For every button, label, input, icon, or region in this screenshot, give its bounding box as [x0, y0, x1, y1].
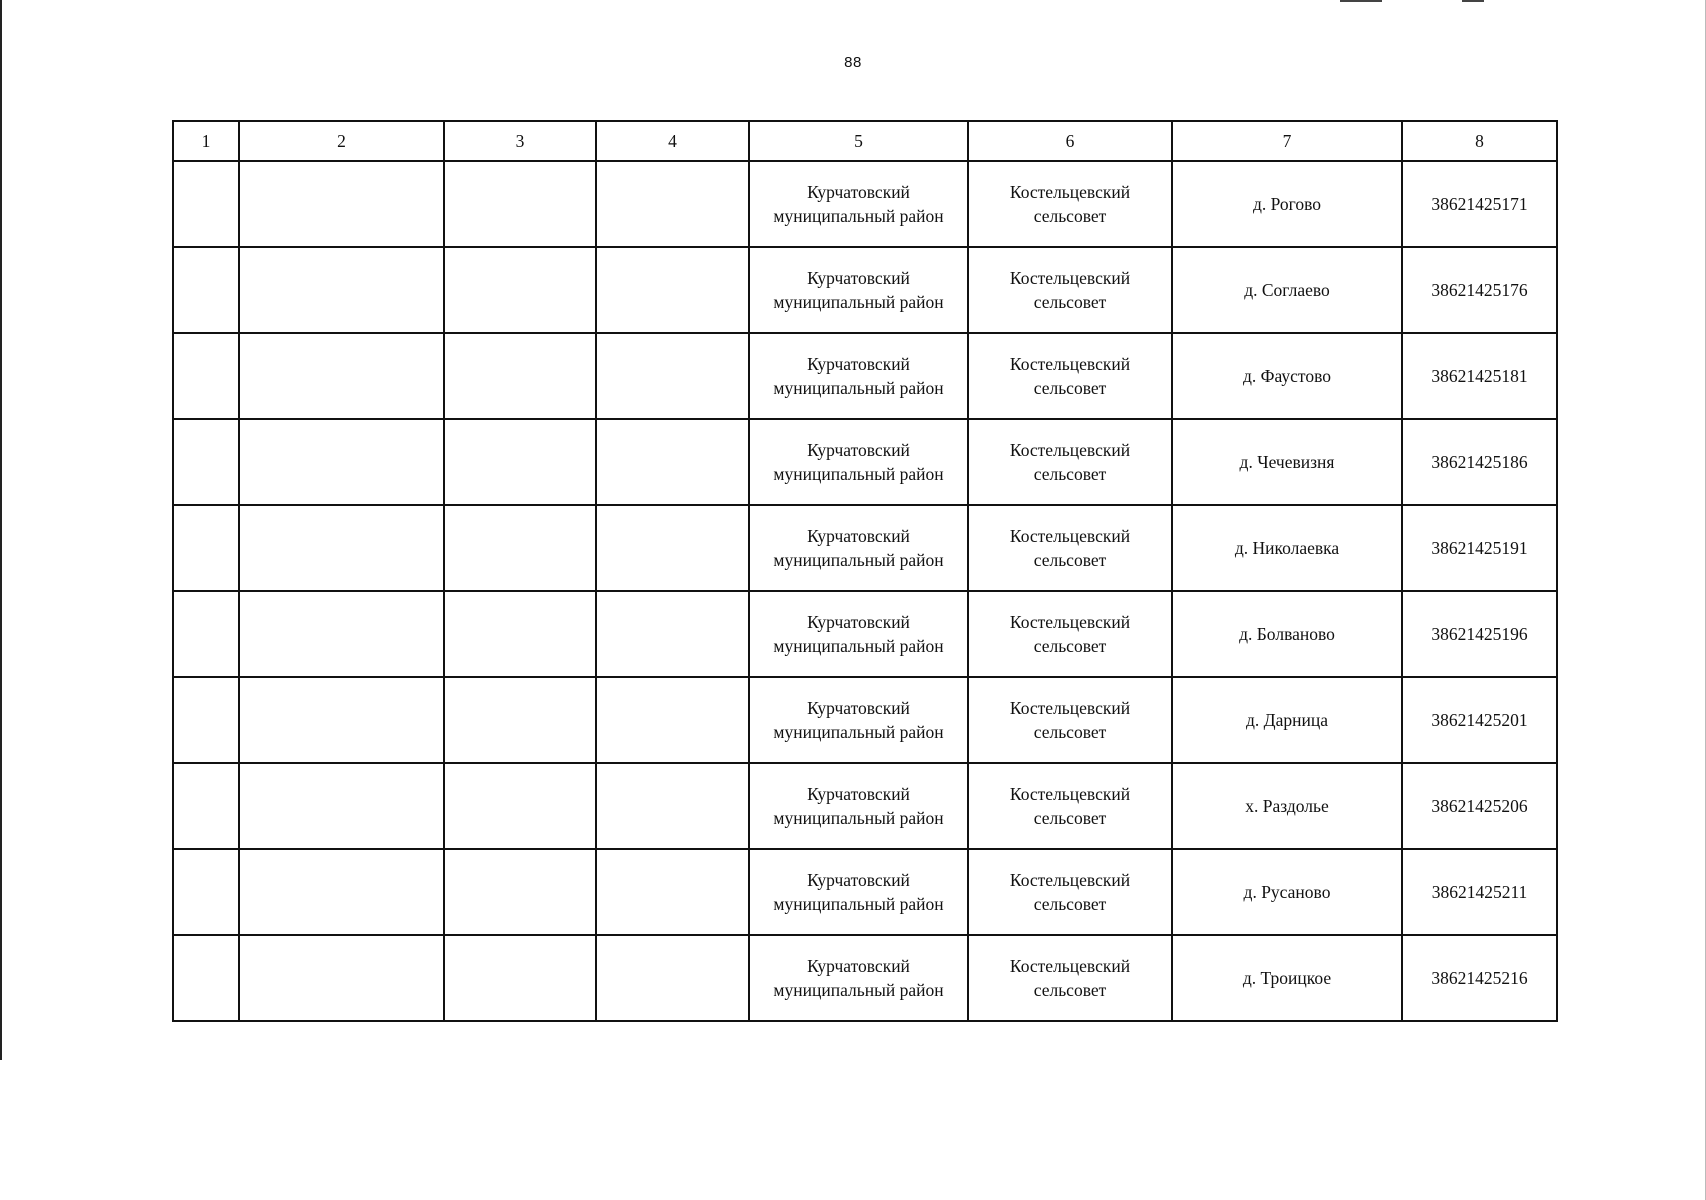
council-type: сельсовет [1033, 808, 1107, 828]
cell-council [968, 763, 1172, 849]
cell-council [968, 333, 1172, 419]
cell-council [968, 677, 1172, 763]
cell-settlement: д. Дарница [1172, 677, 1402, 763]
council-name: Костельцевский [1009, 182, 1131, 202]
cell-col4 [596, 333, 749, 419]
district-name: Курчатовский [807, 612, 910, 632]
cell-code: 38621425191 [1402, 505, 1557, 591]
council-name: Костельцевский [1009, 526, 1131, 546]
cell-district [749, 247, 968, 333]
cell-col1 [173, 849, 239, 935]
column-header: 2 [239, 121, 444, 161]
table-row [173, 419, 1557, 505]
cell-col1 [173, 247, 239, 333]
cell-settlement: д. Рогово [1172, 161, 1402, 247]
cell-col3 [444, 333, 596, 419]
cell-col4 [596, 935, 749, 1021]
district-name: Курчатовский [807, 870, 910, 890]
council-type: сельсовет [1033, 894, 1107, 914]
cell-settlement: д. Троицкое [1172, 935, 1402, 1021]
cell-col1 [173, 763, 239, 849]
district-type: муниципальный район [773, 378, 944, 398]
district-type: муниципальный район [773, 464, 944, 484]
cell-council [968, 935, 1172, 1021]
scan-mark-top [1340, 0, 1382, 2]
cell-col4 [596, 161, 749, 247]
cell-code: 38621425171 [1402, 161, 1557, 247]
cell-settlement: д. Соглаево [1172, 247, 1402, 333]
cell-district [749, 161, 968, 247]
cell-settlement: д. Болваново [1172, 591, 1402, 677]
cell-col1 [173, 505, 239, 591]
council-name: Костельцевский [1009, 784, 1131, 804]
district-type: муниципальный район [773, 722, 944, 742]
cell-col3 [444, 935, 596, 1021]
cell-settlement: д. Русаново [1172, 849, 1402, 935]
cell-col4 [596, 591, 749, 677]
cell-col3 [444, 591, 596, 677]
table-row [173, 247, 1557, 333]
district-type: муниципальный район [773, 550, 944, 570]
council-name: Костельцевский [1009, 612, 1131, 632]
council-type: сельсовет [1033, 722, 1107, 742]
cell-col1 [173, 591, 239, 677]
council-type: сельсовет [1033, 636, 1107, 656]
cell-code: 38621425196 [1402, 591, 1557, 677]
district-type: муниципальный район [773, 894, 944, 914]
cell-district [749, 849, 968, 935]
cell-col1 [173, 677, 239, 763]
column-header: 3 [444, 121, 596, 161]
table-row [173, 763, 1557, 849]
cell-col3 [444, 677, 596, 763]
scan-border-left [0, 0, 2, 1060]
table-header-row [173, 121, 1557, 161]
cell-code: 38621425186 [1402, 419, 1557, 505]
cell-col2 [239, 763, 444, 849]
district-name: Курчатовский [807, 956, 910, 976]
registry-table [172, 120, 1558, 1022]
council-type: сельсовет [1033, 378, 1107, 398]
cell-district [749, 333, 968, 419]
cell-district [749, 677, 968, 763]
column-header: 6 [968, 121, 1172, 161]
cell-col2 [239, 505, 444, 591]
cell-council [968, 247, 1172, 333]
district-type: муниципальный район [773, 292, 944, 312]
column-header: 8 [1402, 121, 1557, 161]
cell-council [968, 849, 1172, 935]
district-name: Курчатовский [807, 784, 910, 804]
cell-col2 [239, 161, 444, 247]
district-name: Курчатовский [807, 182, 910, 202]
district-type: муниципальный район [773, 636, 944, 656]
column-header: 7 [1172, 121, 1402, 161]
cell-district [749, 763, 968, 849]
cell-col3 [444, 763, 596, 849]
page-number: 88 [844, 54, 862, 71]
cell-code: 38621425216 [1402, 935, 1557, 1021]
column-header: 5 [749, 121, 968, 161]
column-header: 4 [596, 121, 749, 161]
cell-code: 38621425176 [1402, 247, 1557, 333]
cell-district [749, 505, 968, 591]
table-row [173, 505, 1557, 591]
cell-council [968, 419, 1172, 505]
cell-col1 [173, 333, 239, 419]
cell-col2 [239, 677, 444, 763]
cell-col3 [444, 505, 596, 591]
district-name: Курчатовский [807, 526, 910, 546]
cell-col4 [596, 247, 749, 333]
table-row [173, 333, 1557, 419]
table-row [173, 591, 1557, 677]
cell-col2 [239, 849, 444, 935]
cell-district [749, 419, 968, 505]
cell-col3 [444, 849, 596, 935]
cell-col3 [444, 247, 596, 333]
table-row [173, 677, 1557, 763]
cell-col4 [596, 763, 749, 849]
council-name: Костельцевский [1009, 698, 1131, 718]
cell-council [968, 161, 1172, 247]
cell-settlement: д. Николаевка [1172, 505, 1402, 591]
council-name: Костельцевский [1009, 440, 1131, 460]
cell-col4 [596, 419, 749, 505]
table-row [173, 849, 1557, 935]
cell-col2 [239, 591, 444, 677]
district-type: муниципальный район [773, 980, 944, 1000]
cell-col2 [239, 333, 444, 419]
council-type: сельсовет [1033, 206, 1107, 226]
cell-col3 [444, 161, 596, 247]
cell-col1 [173, 419, 239, 505]
cell-code: 38621425201 [1402, 677, 1557, 763]
cell-col1 [173, 935, 239, 1021]
cell-code: 38621425181 [1402, 333, 1557, 419]
cell-settlement: д. Чечевизня [1172, 419, 1402, 505]
cell-col1 [173, 161, 239, 247]
council-name: Костельцевский [1009, 870, 1131, 890]
cell-code: 38621425211 [1402, 849, 1557, 935]
table-row [173, 935, 1557, 1021]
district-type: муниципальный район [773, 808, 944, 828]
council-type: сельсовет [1033, 980, 1107, 1000]
cell-settlement: х. Раздолье [1172, 763, 1402, 849]
cell-settlement: д. Фаустово [1172, 333, 1402, 419]
council-name: Костельцевский [1009, 956, 1131, 976]
council-name: Костельцевский [1009, 268, 1131, 288]
cell-col2 [239, 419, 444, 505]
cell-col4 [596, 849, 749, 935]
district-name: Курчатовский [807, 698, 910, 718]
district-type: муниципальный район [773, 206, 944, 226]
table-row [173, 161, 1557, 247]
district-name: Курчатовский [807, 268, 910, 288]
cell-council [968, 591, 1172, 677]
district-name: Курчатовский [807, 440, 910, 460]
council-type: сельсовет [1033, 550, 1107, 570]
scan-mark-top [1462, 0, 1484, 2]
council-type: сельсовет [1033, 292, 1107, 312]
cell-col2 [239, 935, 444, 1021]
cell-col3 [444, 419, 596, 505]
cell-district [749, 591, 968, 677]
district-name: Курчатовский [807, 354, 910, 374]
cell-col4 [596, 505, 749, 591]
cell-col4 [596, 677, 749, 763]
cell-col2 [239, 247, 444, 333]
cell-code: 38621425206 [1402, 763, 1557, 849]
column-header: 1 [173, 121, 239, 161]
council-name: Костельцевский [1009, 354, 1131, 374]
council-type: сельсовет [1033, 464, 1107, 484]
cell-council [968, 505, 1172, 591]
cell-district [749, 935, 968, 1021]
